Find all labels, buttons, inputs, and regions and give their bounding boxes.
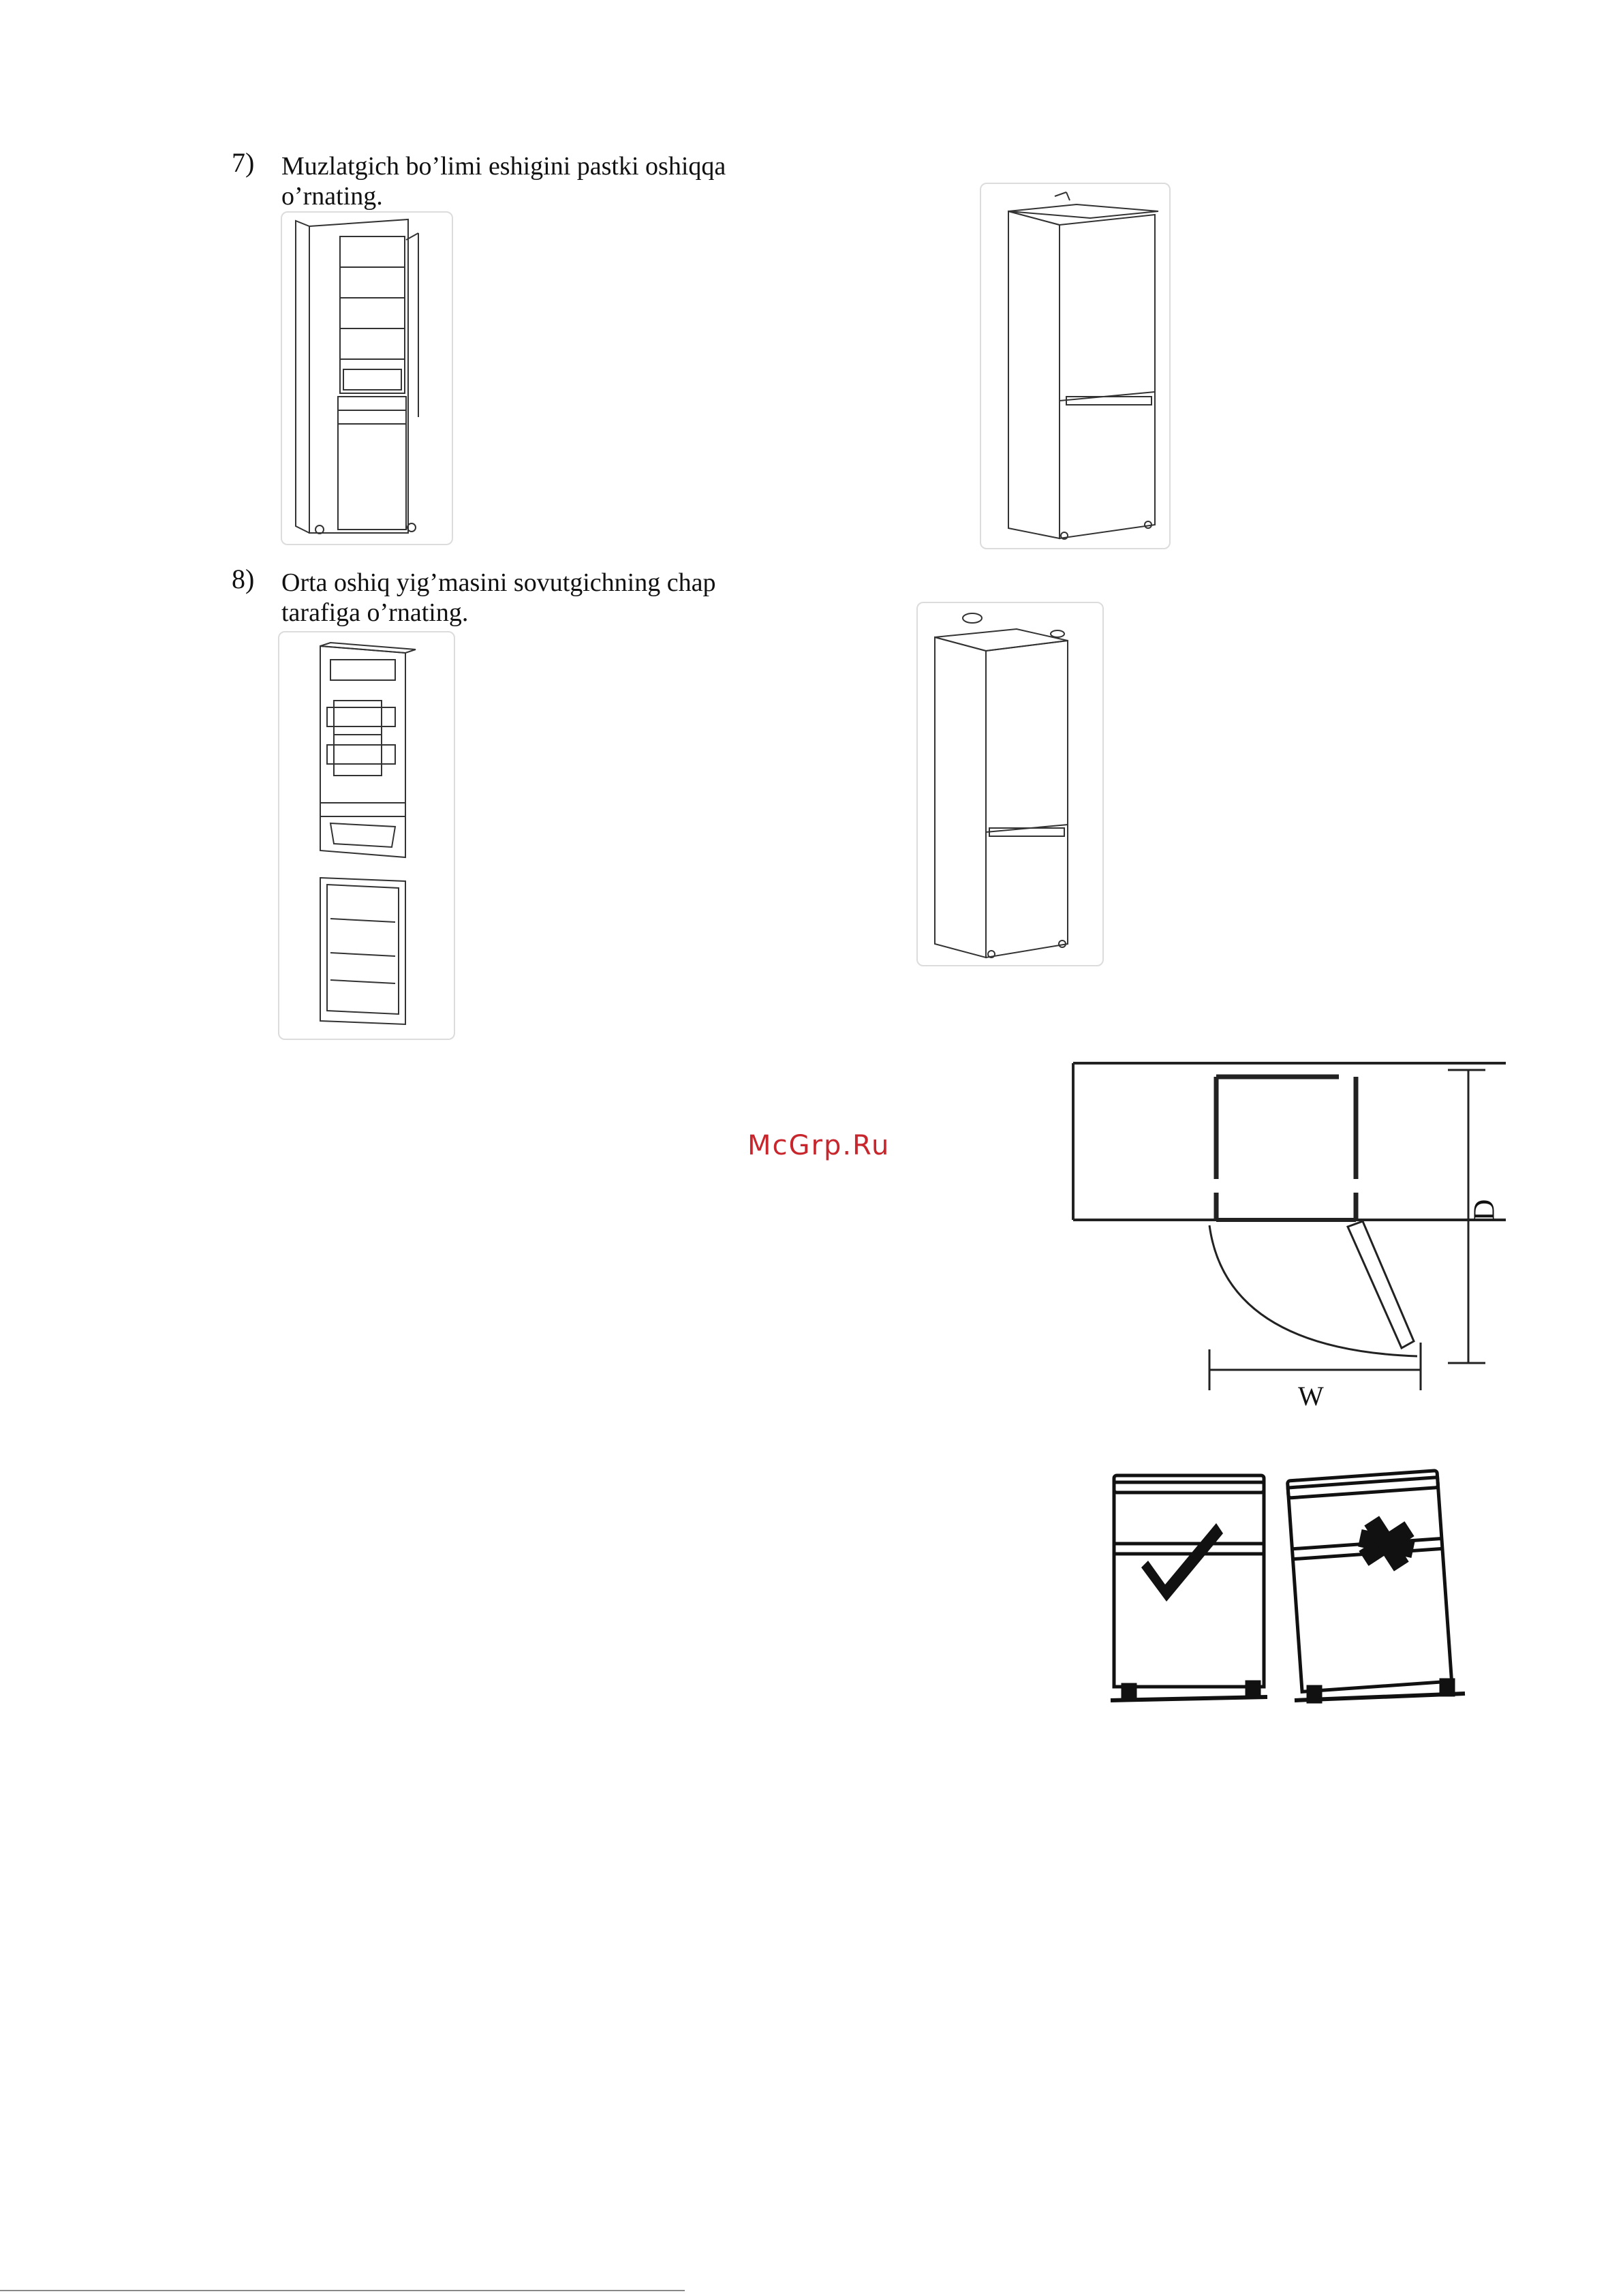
depth-label: D [1467, 1199, 1501, 1221]
step-7-text-line1: Muzlatgich bo’limi eshigini pastki oshiqqa [281, 152, 726, 181]
step-7-text-line2: o’rnating. [281, 182, 383, 211]
step-7-open-fridge-figure [281, 211, 453, 545]
step-8-doors-figure [278, 631, 455, 1040]
cross-icon [1355, 1513, 1419, 1574]
watermark: McGrp.Ru [747, 1130, 891, 1161]
step-8-closed-fridge-figure [916, 602, 1104, 966]
checkmark-icon [1141, 1523, 1223, 1602]
step-7-closed-fridge-figure [980, 183, 1171, 549]
levelling-diagram [1104, 1465, 1472, 1711]
step-8-number: 8) [232, 564, 255, 594]
step-8-text-line2: tarafiga o’rnating. [281, 598, 469, 627]
step-8-text-line1: Orta oshiq yig’masini sovutgichning chap [281, 568, 716, 597]
footer-rule [0, 2290, 685, 2291]
door-swing-dimension-diagram [1070, 1056, 1506, 1411]
width-label: W [1298, 1381, 1324, 1411]
step-7-number: 7) [232, 147, 255, 178]
